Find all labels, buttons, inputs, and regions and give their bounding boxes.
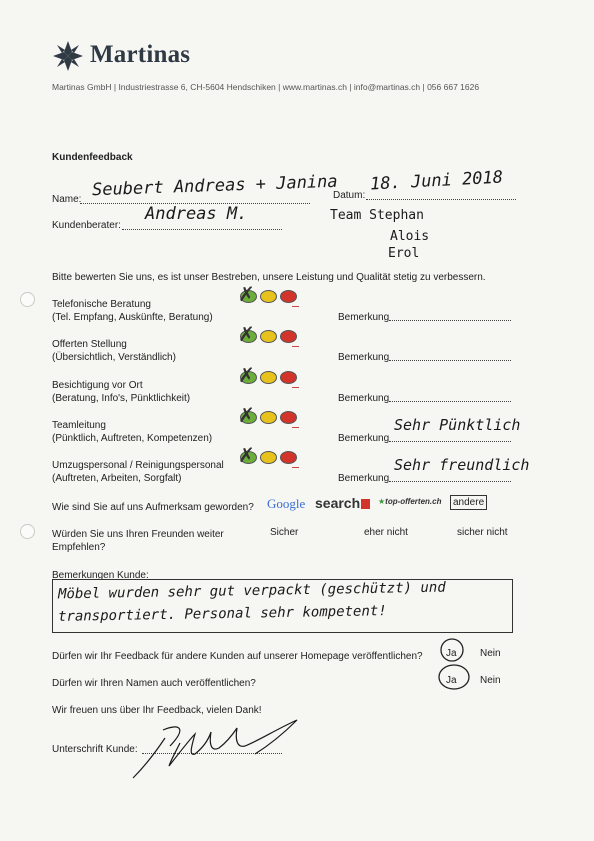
homepage-ja[interactable]: Ja [446,648,457,659]
rating-dash [292,427,299,428]
rating-remark-label: Bemerkung [338,393,390,404]
search-option[interactable] [315,495,370,511]
rating-subtitle: (Beratung, Info's, Pünktlichkeit) [52,393,191,404]
rating-remark-line[interactable] [389,360,511,361]
rating-face-bad-icon[interactable] [280,290,297,303]
punch-hole-top [20,292,35,307]
rating-dash [292,387,299,388]
rating-remark-line[interactable] [389,481,511,482]
rating-face-bad-icon[interactable] [280,411,297,424]
rating-title: Offerten Stellung [52,339,127,350]
rating-check-mark: ✗ [238,324,255,346]
rating-remark-label: Bemerkung [338,433,390,444]
team-value-3: Erol [388,246,420,261]
rating-remark-line[interactable] [389,320,511,321]
rating-remark-line[interactable] [389,441,511,442]
company-logo [52,40,84,72]
team-value-2: Alois [390,229,430,244]
comments-line-2: transportiert. Personal sehr kompetent! [57,603,387,625]
advisor-value: Andreas M. [145,204,248,224]
rating-check-mark: ✗ [238,445,255,467]
rating-check-mark: ✗ [238,405,255,427]
name-value: Seubert Andreas + Janina [91,171,338,201]
rating-face-bad-icon[interactable] [280,371,297,384]
ja-circle-mark [434,634,474,692]
rating-face-neutral-icon[interactable] [260,411,277,424]
rating-subtitle: (Tel. Empfang, Auskünfte, Beratung) [52,312,213,323]
comments-label: Bemerkungen Kunde: [52,570,149,581]
rating-dash [292,306,299,307]
date-value: 18. Juni 2018 [369,167,504,195]
thanks-text: Wir freuen uns über Ihr Feedback, vielen Dank! [52,705,262,716]
rating-dash [292,346,299,347]
company-name: Martinas [90,41,191,68]
rating-face-neutral-icon[interactable] [260,330,277,343]
punch-hole-bottom [20,524,35,539]
rating-remark-label: Bemerkung [338,352,390,363]
logo-star-icon [52,40,84,72]
intro-text: Bitte bewerten Sie uns, es ist unser Bestreben, unsere Leistung und Qualität stetig zu verbessern. [52,272,486,283]
search-option-logo-icon [361,499,370,509]
recommend-label-2: Empfehlen? [52,542,106,553]
homepage-question: Dürfen wir Ihr Feedback für andere Kunden auf unserer Homepage veröffentlichen? [52,651,423,662]
name-label: Name: [52,194,82,205]
rating-remark-label: Bemerkung [338,312,390,323]
company-address: Martinas GmbH | Industriestrasse 6, CH-5604 Hendschiken | www.martinas.ch | info@martinas.ch | 056 667 1626 [52,82,480,92]
team-value: Team Stephan [330,208,424,223]
rating-remark-value: Sehr freundlich [394,456,530,474]
recommend-eher-nicht[interactable]: eher nicht [364,527,408,538]
rating-title: Besichtigung vor Ort [52,380,143,391]
top-offerten-star-icon: ★ [378,497,386,506]
rating-remark-label: Bemerkung [338,473,390,484]
rating-face-bad-icon[interactable] [280,330,297,343]
google-option[interactable]: Google [267,496,306,511]
advisor-line [122,229,282,230]
rating-title: Teamleitung [52,420,106,431]
top-offerten-label: top-offerten.ch [385,497,442,506]
rating-title: Umzugspersonal / Reinigungspersonal [52,460,224,471]
rating-check-mark: ✗ [238,284,255,306]
rating-remark-value: Sehr Pünktlich [394,416,521,434]
rating-subtitle: (Auftreten, Arbeiten, Sorgfalt) [52,473,182,484]
form-title: Kundenfeedback [52,152,133,163]
name-question: Dürfen wir Ihren Namen auch veröffentlichen? [52,678,256,689]
rating-face-neutral-icon[interactable] [260,290,277,303]
date-line [366,199,516,200]
comments-line-1: Möbel wurden sehr gut verpackt (geschützt) und [57,579,446,603]
top-offerten-option[interactable] [378,497,441,506]
rating-dash [292,467,299,468]
rating-face-neutral-icon[interactable] [260,371,277,384]
rating-check-mark: ✗ [238,365,255,387]
homepage-nein[interactable]: Nein [480,648,501,659]
recommend-sicher-nicht[interactable]: sicher nicht [457,527,508,538]
recommend-sicher[interactable]: Sicher [270,527,299,538]
recommend-label-1: Würden Sie uns Ihren Freunden weiter [52,529,224,540]
rating-remark-line[interactable] [389,401,511,402]
rating-title: Telefonische Beratung [52,299,151,310]
rating-subtitle: (Pünktlich, Auftreten, Kompetenzen) [52,433,213,444]
signature-label: Unterschrift Kunde: [52,744,138,755]
rating-subtitle: (Übersichtlich, Verständlich) [52,352,176,363]
customer-signature [125,708,305,783]
name-nein[interactable]: Nein [480,675,501,686]
search-option-label: search [315,495,361,511]
date-label: Datum: [333,190,366,201]
name-ja[interactable]: Ja [446,675,457,686]
advisor-label: Kundenberater: [52,220,121,231]
rating-face-bad-icon[interactable] [280,451,297,464]
attention-label: Wie sind Sie auf uns Aufmerksam geworden? [52,502,254,513]
andere-option[interactable]: andere [450,495,487,510]
rating-face-neutral-icon[interactable] [260,451,277,464]
